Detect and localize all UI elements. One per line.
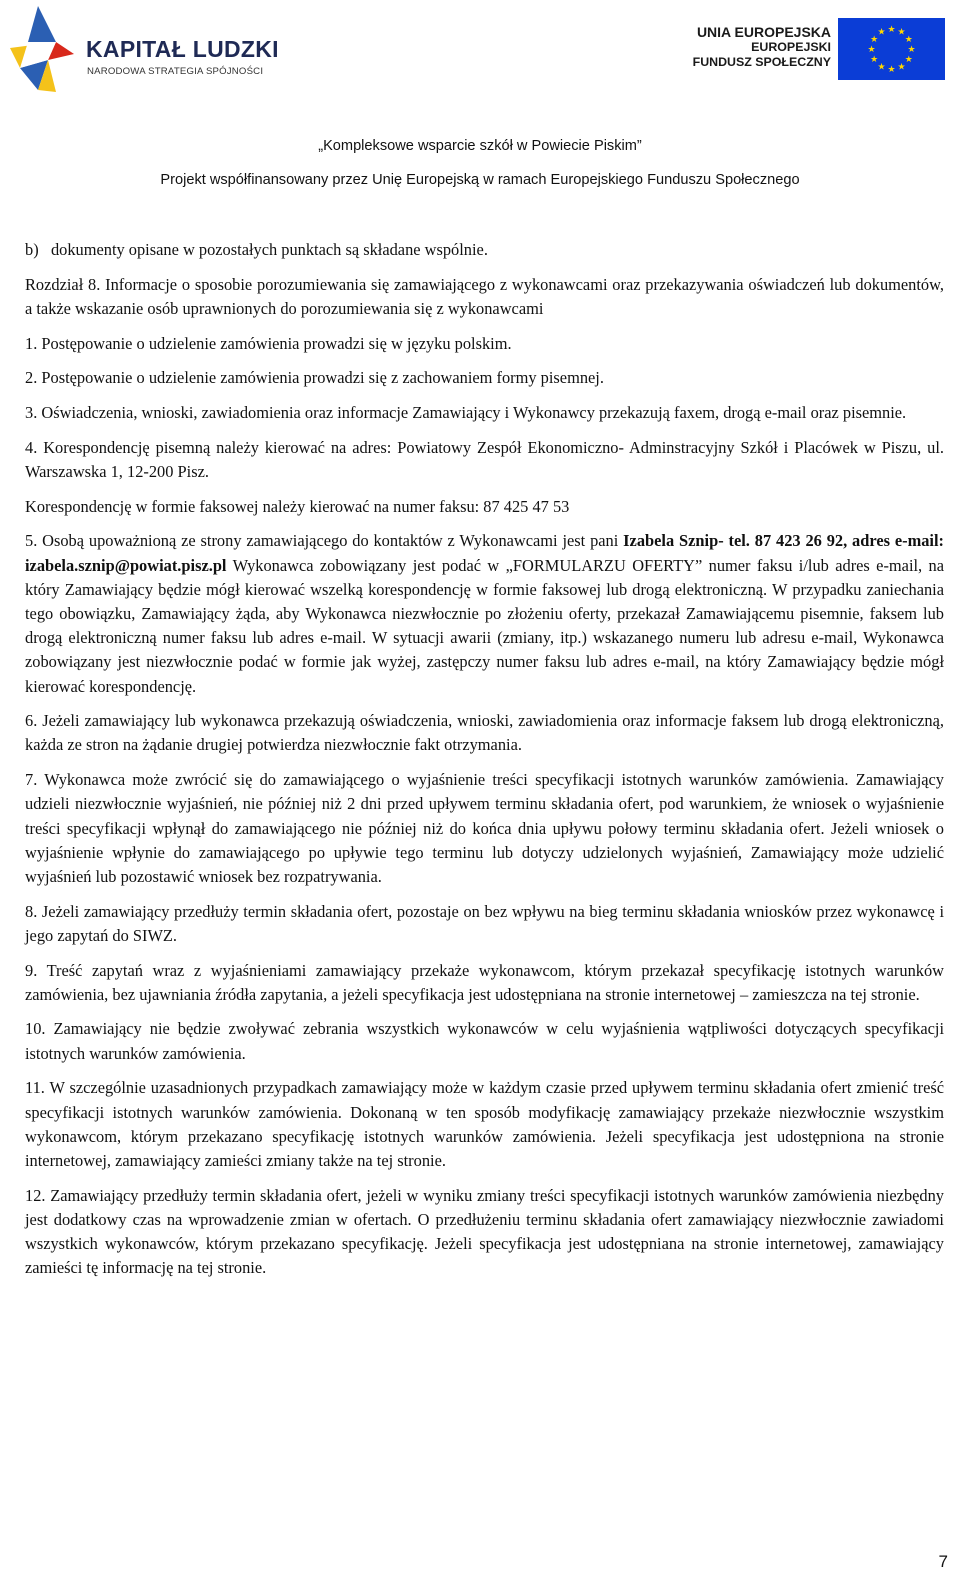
project-title: „Kompleksowe wsparcie szkół w Powiecie Piskim” [318, 138, 642, 154]
eu-logo [688, 18, 953, 82]
paragraph-b: b) dokumenty opisane w pozostałych punktach są składane wspólnie. [25, 240, 488, 259]
kapital-ludzki-title: KAPITAŁ LUDZKI [86, 36, 279, 62]
paragraph-2: 2. Postępowanie o udzielenie zamówienia prowadzi się z zachowaniem formy pisemnej. [25, 368, 604, 388]
kapital-ludzki-logo [8, 4, 279, 94]
paragraph-5 [25, 529, 944, 698]
paragraph-10: 10. Zamawiający nie będzie zwoływać zebrania wszystkich wykonawców w celu wyjaśnienia wątpliwości dotyczących specyfikacji istotnych warunków zamówienia. [25, 1019, 944, 1063]
page-number: 7 [938, 1552, 948, 1571]
svg-text:★: ★ [877, 62, 886, 73]
eu-line-2: EUROPEJSKI [751, 40, 831, 54]
paragraph-11: 11. W szczególnie uzasadnionych przypadkach zamawiający może w każdym czasie przed upływem terminu składania ofert zmienić treść specyfikacji istotnych warunków zamówienia. Dokonaną w ten sposób modyfikację zamawiający przekaże niezwłocznie wszystkim wykonawcom, którym przekazano specyfikację istotnych warunków zamówienia. Jeżeli specyfikacja jest udostępniona na stronie internetowej, zamawiający zamieści zmiany także na tej stronie. [25, 1078, 944, 1170]
eu-line-3: FUNDUSZ SPOŁECZNY [692, 55, 831, 69]
project-subtitle: Projekt współfinansowany przez Unię Europejską w ramach Europejskiego Funduszu Społecznego [160, 172, 800, 188]
document-body [25, 238, 944, 1281]
svg-text:★: ★ [904, 55, 913, 65]
kapital-ludzki-star-icon [8, 4, 78, 94]
svg-text:★: ★ [904, 35, 913, 45]
svg-text:★: ★ [907, 45, 916, 55]
paragraph-1: 1. Postępowanie o udzielenie zamówienia prowadzi się w języku polskim. [25, 333, 512, 353]
contact-person: Izabela Sznip- tel. 87 423 26 92, adres e-mail: izabela.sznip@powiat.pisz.pl [25, 531, 944, 575]
kapital-ludzki-subtitle: NARODOWA STRATEGIA SPÓJNOŚCI [87, 66, 264, 77]
eu-text [693, 25, 831, 70]
paragraph-4-fax: Korespondencję w formie faksowej należy kierować na numer faksu: 87 425 47 53 [25, 496, 570, 516]
chapter-8-heading: Rozdział 8. Informacje o sposobie porozumiewania się zamawiającego z wykonawcami oraz przekazywania oświadczeń lub dokumentów, a także wskazanie osób uprawnionych do porozumiewania się z wykonawcami [25, 274, 944, 318]
paragraph-6: 6. Jeżeli zamawiający lub wykonawca przekazują oświadczenia, wnioski, zawiadomienia oraz informacje faksem lub drogą elektroniczną, każda ze stron na żądanie drugiej potwierdza niezwłocznie fakt otrzymania. [25, 711, 944, 755]
paragraph-5-intro: 5. Osobą upoważnioną ze strony zamawiającego do kontaktów z Wykonawcami jest pani [25, 531, 624, 551]
svg-text:★: ★ [870, 35, 879, 45]
paragraph-7: 7. Wykonawca może zwrócić się do zamawiającego o wyjaśnienie treści specyfikacji istotnych warunków zamówienia. Zamawiający udzieli niezwłocznie wyjaśnień, nie później niż 2 dni przed upływem terminu składania ofert, pod warunkiem, że wniosek o wyjaśnienie treści specyfikacji wpłynął do zamawiającego nie później niż do końca dnia upływu połowy terminu składania ofert. Jeżeli wniosek o wyjaśnienie wpłynie do zamawiającego po upływie tego terminu lub dotyczy udzielonych wyjaśnień, Zamawiający może udzielić wyjaśnień lub pozostawić wniosek bez rozpatrywania. [25, 770, 944, 886]
paragraph-12: 12. Zamawiający przedłuży termin składania ofert, jeżeli w wyniku zmiany treści specyfikacji istotnych warunków zamówienia niezbędny jest dodatkowy czas na wprowadzenie zmian w ofertach. O przedłużeniu terminu składania ofert zamawiający niezwłocznie zawiadomi wszystkich wykonawców, którym przekazano specyfikację. Jeżeli specyfikacja jest udostępniana na stronie internetowej, zamawiający zamieści tę informację na tej stronie. [25, 1185, 944, 1278]
svg-text:★: ★ [897, 62, 906, 73]
paragraph-9: 9. Treść zapytań wraz z wyjaśnieniami zamawiający przekaże wykonawcom, którym przekazał specyfikację istotnych warunków zamówienia, bez ujawniania źródła zapytania, a jeżeli specyfikacja jest udostępniana na stronie internetowej – zamieszcza na tej stronie. [25, 960, 944, 1004]
svg-text:★: ★ [887, 25, 896, 35]
eu-line-1: UNIA EUROPEJSKA [696, 24, 831, 40]
svg-text:★: ★ [870, 55, 879, 65]
paragraph-3: 3. Oświadczenia, wnioski, zawiadomienia oraz informacje Zamawiający i Wykonawcy przekazują faxem, drogą e-mail oraz pisemnie. [25, 403, 907, 423]
eu-flag-icon [838, 18, 945, 80]
svg-text:★: ★ [877, 27, 886, 38]
paragraph-8: 8. Jeżeli zamawiający przedłuży termin składania ofert, pozostaje on bez wpływu na bieg terminu składania wniosków przez wykonawcę i jego zapytań do SIWZ. [25, 901, 944, 945]
page-header [0, 0, 960, 220]
paragraph-5-rest: Wykonawca zobowiązany jest podać w „FORMULARZU OFERTY” numer faksu i/lub adres e-mail, na który Zamawiający będzie mógł kierować wszelką korespondencję w formie faksowej lub drogą elektroniczną. W przypadku zaniechania tego obowiązku, Zamawiający żąda, aby Wykonawca niezwłocznie po złożeniu oferty, przekazał Zamawiającemu pisemnie, faksem lub drogą elektroniczną numer faksu lub adres e-mail. W sytuacji awarii (zmiany, itp.) wskazanego numeru lub adresu e-mail, Wykonawca zobowiązany jest niezwłocznie podać w formie jak wyżej, zastępczy numer faksu lub adres e-mail, na który Zamawiający będzie mógł kierować korespondencję. [25, 555, 944, 696]
paragraph-4: 4. Korespondencję pisemną należy kierować na adres: Powiatowy Zespół Ekonomiczno- Adminstracyjny Szkół i Placówek w Piszu, ul. Warszawska 1, 12-200 Pisz. [25, 437, 944, 481]
svg-text:★: ★ [867, 45, 876, 55]
svg-text:★: ★ [897, 27, 906, 38]
svg-text:★: ★ [887, 65, 896, 75]
